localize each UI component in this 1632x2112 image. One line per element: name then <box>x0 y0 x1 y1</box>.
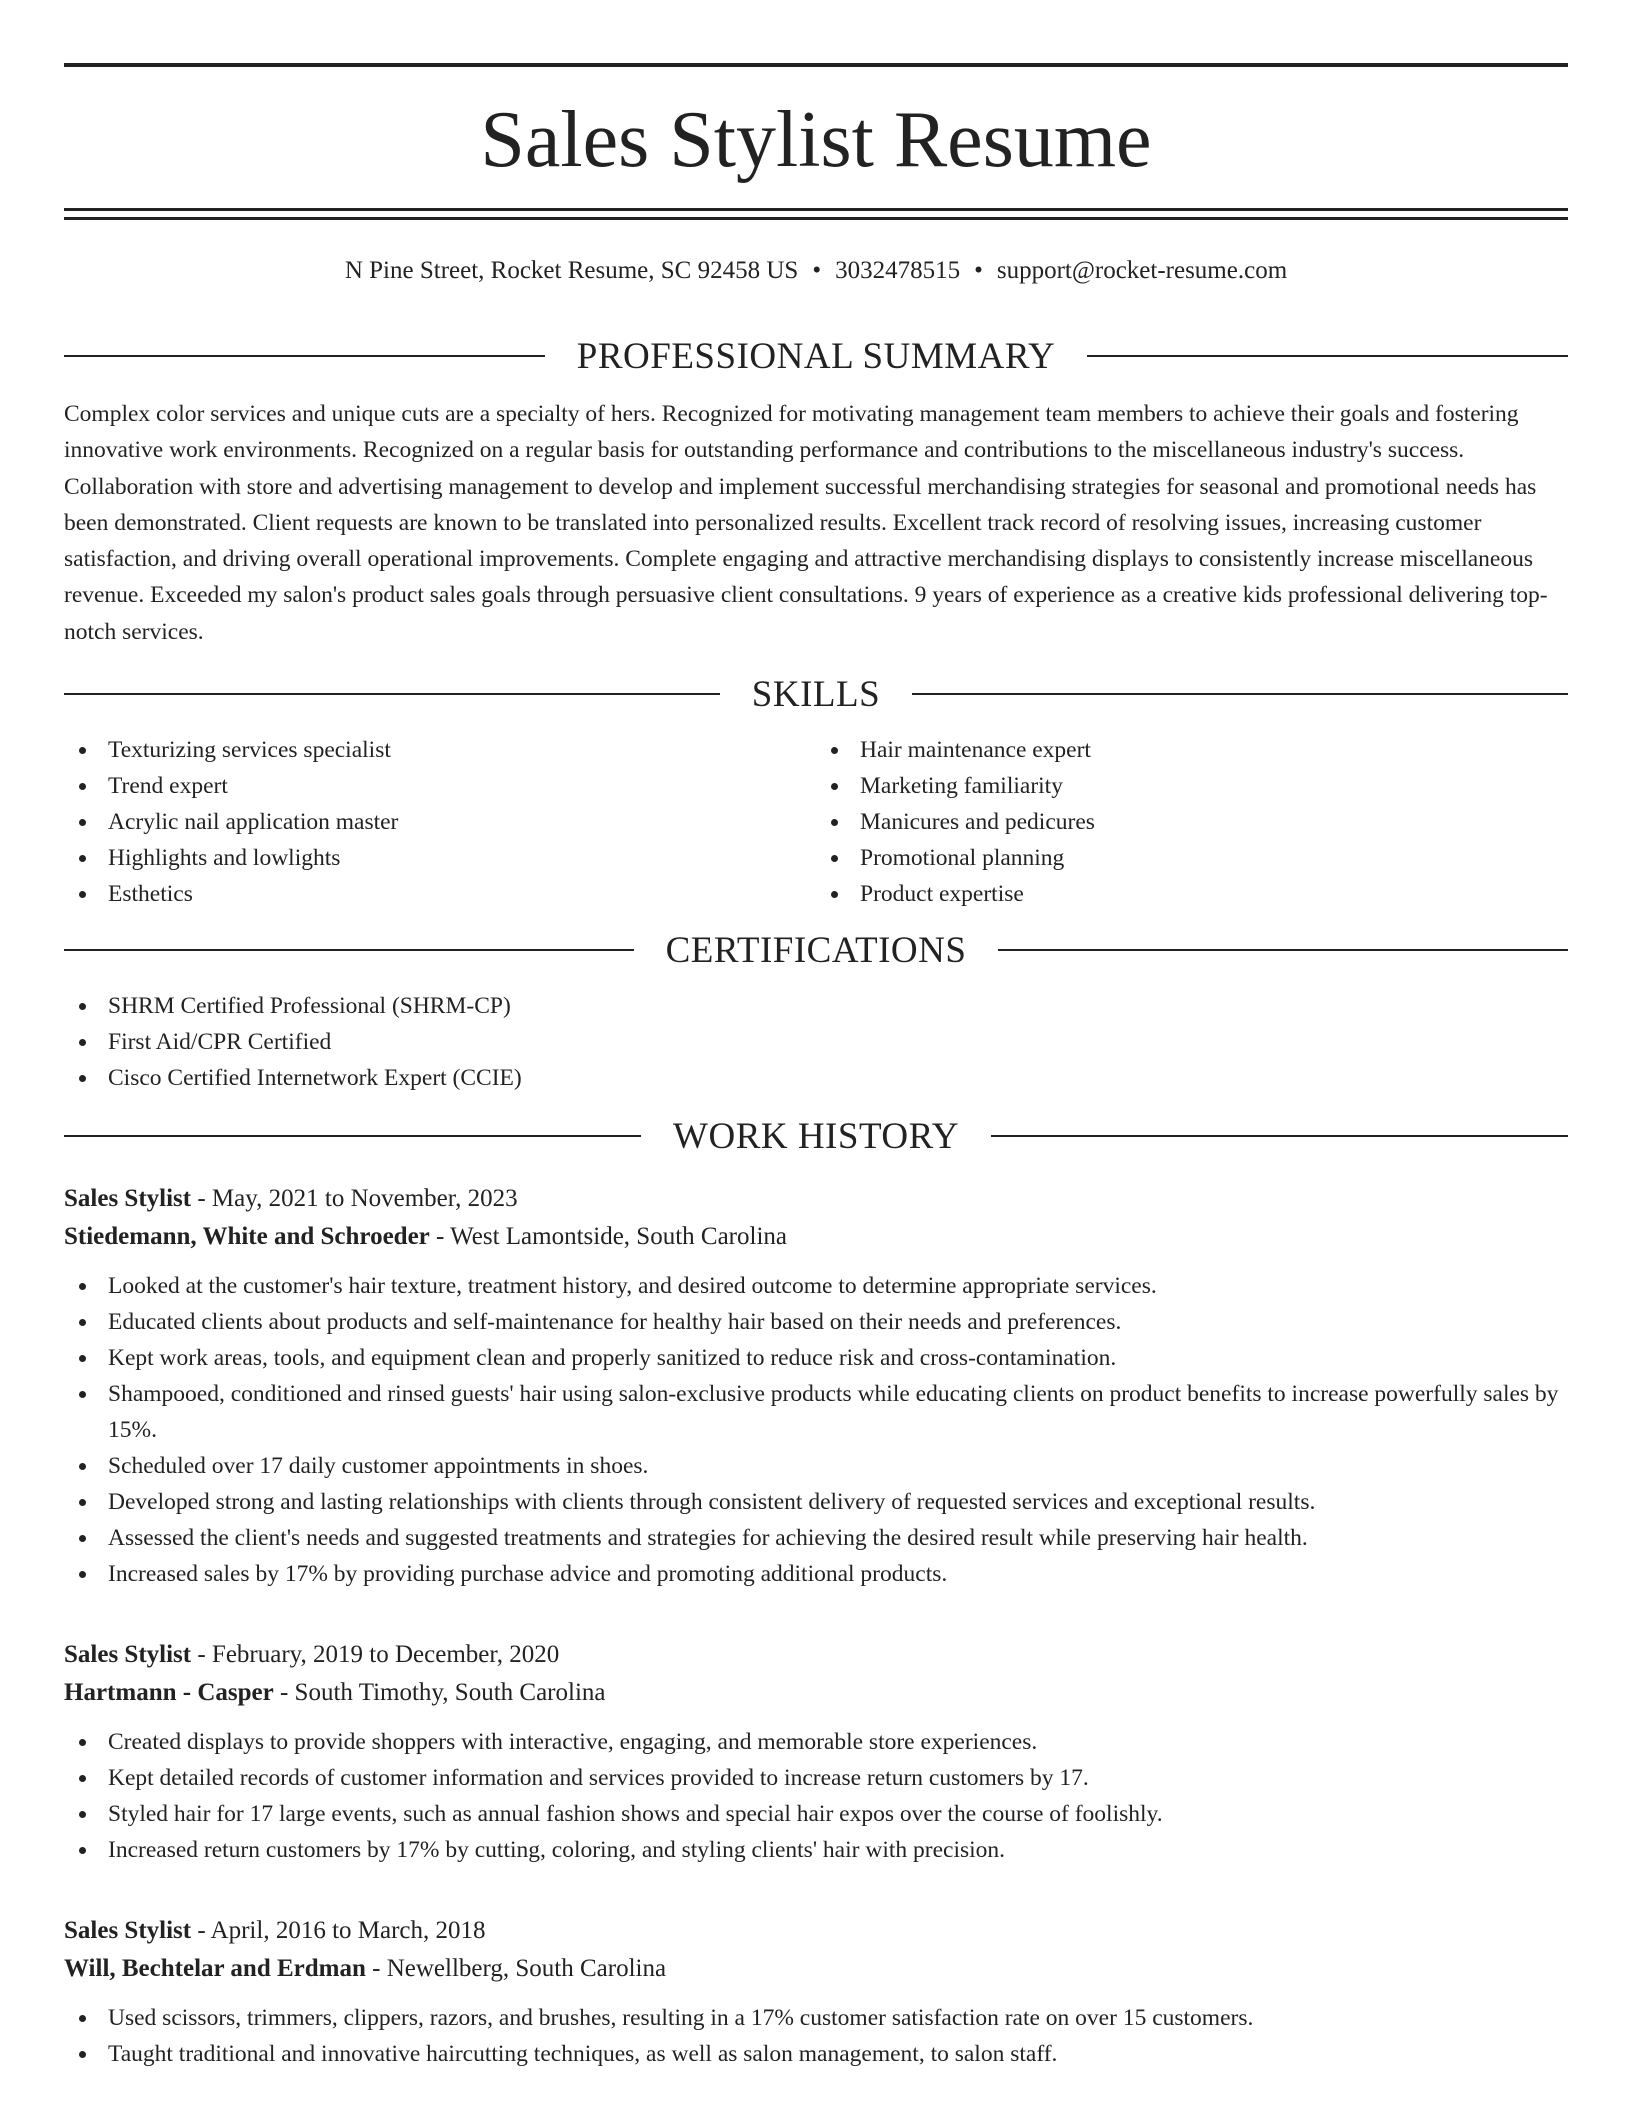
job-title: Sales Stylist <box>64 1641 192 1669</box>
job-duty: Shampooed, conditioned and rinsed guests' hair using salon-exclusive products while educating clients on product benefits to increase powerfully sales by 15%. <box>64 1376 1568 1448</box>
job-company: Hartmann - Casper <box>64 1679 274 1707</box>
summary-heading-row <box>64 326 1568 386</box>
title-double-rule <box>64 208 1568 220</box>
job-duty: Taught traditional and innovative haircutting techniques, as well as salon management, to salon staff. <box>64 2036 1568 2072</box>
job-location: - South Timothy, South Carolina <box>273 1679 606 1707</box>
job-duty: Increased return customers by 17% by cutting, coloring, and styling clients' hair with precision. <box>64 1832 1568 1868</box>
skill-item: Manicures and pedicures <box>816 804 1568 840</box>
job-dates: - February, 2019 to December, 2020 <box>191 1641 560 1669</box>
job-duty: Assessed the client's needs and suggested treatments and strategies for achieving the desired result while preserving hair health. <box>64 1520 1568 1556</box>
skill-item: Marketing familiarity <box>816 768 1568 804</box>
heading-rule-right <box>991 1135 1568 1137</box>
skills-list-right <box>816 732 1568 912</box>
certifications-section <box>64 920 1568 1096</box>
job-duty: Created displays to provide shoppers with interactive, engaging, and memorable store experiences. <box>64 1724 1568 1760</box>
certifications-list <box>64 988 1568 1096</box>
work-history-heading: WORK HISTORY <box>673 1115 959 1157</box>
work-history-heading-row <box>64 1106 1568 1166</box>
job-title: Sales Stylist <box>64 1917 192 1945</box>
job-duties-list <box>64 1724 1568 1868</box>
resume-content <box>64 326 1568 2072</box>
summary-heading: PROFESSIONAL SUMMARY <box>576 335 1056 377</box>
job-location: - West Lamontside, South Carolina <box>429 1223 787 1251</box>
job-title-line <box>64 1180 1568 1218</box>
skill-item: Esthetics <box>64 876 816 912</box>
job-title-line <box>64 1912 1568 1950</box>
job-duties-list <box>64 1268 1568 1592</box>
job-dates: - April, 2016 to March, 2018 <box>191 1917 486 1945</box>
contact-separator: • <box>812 257 822 284</box>
job-duty: Kept detailed records of customer information and services provided to increase return customers by 17. <box>64 1760 1568 1796</box>
skills-grid <box>64 732 1568 912</box>
skill-item: Trend expert <box>64 768 816 804</box>
certification-item: SHRM Certified Professional (SHRM-CP) <box>64 988 1568 1024</box>
heading-rule-right <box>912 693 1568 695</box>
job-duty: Scheduled over 17 daily customer appointments in shoes. <box>64 1448 1568 1484</box>
skills-section <box>64 664 1568 912</box>
job-location: - Newellberg, South Carolina <box>365 1955 667 1983</box>
certification-item: Cisco Certified Internetwork Expert (CCIE) <box>64 1060 1568 1096</box>
work-history-section <box>64 1106 1568 2072</box>
job-duty: Styled hair for 17 large events, such as annual fashion shows and special hair expos over the course of foolishly. <box>64 1796 1568 1832</box>
job-dates: - May, 2021 to November, 2023 <box>191 1185 518 1213</box>
skills-heading: SKILLS <box>751 673 881 715</box>
job-title: Sales Stylist <box>64 1185 192 1213</box>
skill-item: Promotional planning <box>816 840 1568 876</box>
job-entry <box>64 1180 1568 1592</box>
job-duty: Used scissors, trimmers, clippers, razors, and brushes, resulting in a 17% customer satisfaction rate on over 15 customers. <box>64 2000 1568 2036</box>
job-entry <box>64 1912 1568 2072</box>
contact-address: N Pine Street, Rocket Resume, SC 92458 US <box>344 257 799 284</box>
skill-item: Highlights and lowlights <box>64 840 816 876</box>
contact-separator: • <box>974 257 983 284</box>
job-company: Will, Bechtelar and Erdman <box>64 1955 366 1983</box>
job-entry <box>64 1636 1568 1868</box>
skills-heading-row <box>64 664 1568 724</box>
job-duty: Looked at the customer's hair texture, treatment history, and desired outcome to determine appropriate services. <box>64 1268 1568 1304</box>
job-duty: Increased sales by 17% by providing purchase advice and promoting additional products. <box>64 1556 1568 1592</box>
heading-rule-left <box>64 949 634 951</box>
skill-item: Product expertise <box>816 876 1568 912</box>
contact-email: support@rocket-resume.com <box>996 257 1288 284</box>
job-company-line <box>64 1218 1568 1256</box>
heading-rule-left <box>64 355 545 357</box>
job-company-line <box>64 1674 1568 1712</box>
job-duties-list <box>64 2000 1568 2072</box>
skill-item: Hair maintenance expert <box>816 732 1568 768</box>
heading-rule-left <box>64 1135 641 1137</box>
contact-phone: 3032478515 <box>835 257 961 284</box>
heading-rule-left <box>64 693 720 695</box>
summary-section <box>64 326 1568 650</box>
certifications-heading-row <box>64 920 1568 980</box>
certification-item: First Aid/CPR Certified <box>64 1024 1568 1060</box>
contact-line <box>64 254 1568 288</box>
summary-text: Complex color services and unique cuts are a specialty of hers. Recognized for motivating management team members to achieve their goals and fostering innovative work environments. Recognized on a regular basis for outstanding performance and contributions to the miscellaneous industry's success. Collaboration with store and advertising management to develop and implement successful merchandising strategies for seasonal and promotional needs has been demonstrated. Client requests are known to be translated into personalized results. Excellent track record of resolving issues, increasing customer satisfaction, and driving overall operational improvements. Complete engaging and attractive merchandising displays to consistently increase miscellaneous revenue. Exceeded my salon's product sales goals through persuasive client consultations. 9 years of experience as a creative kids professional delivering top-notch services. <box>64 401 1548 645</box>
heading-rule-right <box>998 949 1568 951</box>
skills-list-left <box>64 732 816 912</box>
certifications-heading: CERTIFICATIONS <box>665 929 967 971</box>
job-title-line <box>64 1636 1568 1674</box>
skill-item: Texturizing services specialist <box>64 732 816 768</box>
top-rule <box>64 63 1568 67</box>
skill-item: Acrylic nail application master <box>64 804 816 840</box>
job-duty: Educated clients about products and self-maintenance for healthy hair based on their needs and preferences. <box>64 1304 1568 1340</box>
job-duty: Kept work areas, tools, and equipment clean and properly sanitized to reduce risk and cross-contamination. <box>64 1340 1568 1376</box>
job-company: Stiedemann, White and Schroeder <box>64 1223 430 1251</box>
resume-title: Sales Stylist Resume <box>480 96 1152 184</box>
heading-rule-right <box>1087 355 1568 357</box>
job-company-line <box>64 1950 1568 1988</box>
job-duty: Developed strong and lasting relationships with clients through consistent delivery of requested services and exceptional results. <box>64 1484 1568 1520</box>
